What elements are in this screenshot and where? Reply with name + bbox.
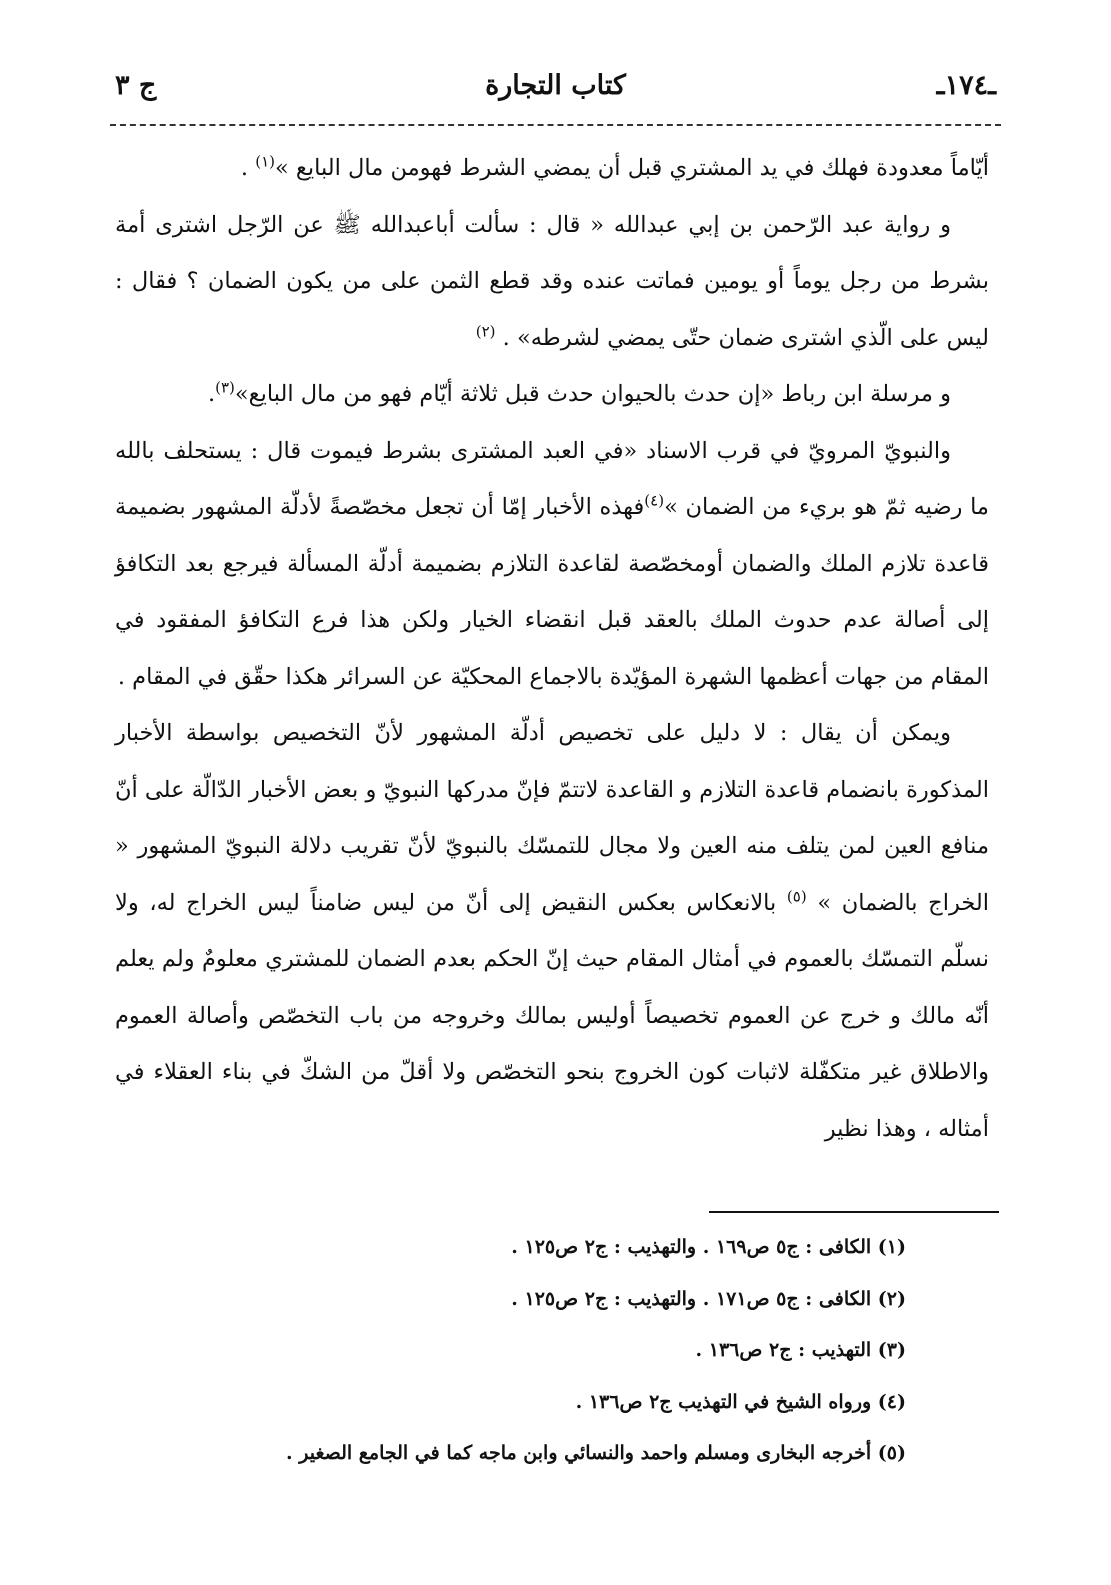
footnote-divider: [709, 1211, 999, 1213]
book-title: كتاب التجارة: [485, 69, 626, 101]
footnote-5: (٥) أخرجه البخارى ومسلم واحمد والنسائي وابن ماجه كما في الجامع الصغير .: [286, 1442, 906, 1464]
main-text: [115, 140, 989, 1157]
footnote-ref: (١): [255, 152, 275, 171]
footnotes: [110, 1222, 906, 1480]
running-header: [115, 60, 996, 110]
footnote-4: (٤) ورواه الشيخ في التهذيب ج٢ ص١٣٦ .: [575, 1390, 906, 1413]
footnote-ref: (٥): [786, 887, 807, 905]
footnote-1: (١) الكافى : ج٥ ص١٦٩ . والتهذيب : ج٢ ص١٢٥ .: [511, 1236, 906, 1258]
footnote-2: (٢) الكافى : ج٥ ص١٧١ . والتهذيب : ج٢ ص١٢٥ .: [511, 1287, 906, 1310]
footnote-ref: (٣): [215, 378, 235, 397]
paragraph: أيّاماً معدودة فهلك في يد المشتري قبل أن يمضي الشرط فهومن مال البايع »$^{(١)}$ .: [240, 152, 989, 181]
paragraph: ويمكن أن يقال : لا دليل على تخصيص أدلّة المشهور لأنّ التخصيص بواسطة الأخبار المذكورة بانضمام قاعدة التلازم و القاعدة لاتتمّ فإنّ مدركها النبويّ و بعض الأخبار الدّالّة على أنّ منافع العين لمن يتلف منه العين ولا مجال للتمسّك بالنبويّ لأنّ تقريب دلالة النبويّ المشهور « الخراج بالضمان » $^{(٥)}$ بالانعكاس بعكس النقيض إلى أنّ من ليس ضامناً ليس الخراج له، ولا نسلّم التمسّك بالعموم في أمثال المقام حيث إنّ الحكم بعدم الضمان للمشتري معلومٌ ولم يعلم أنّه مالك و خرج عن العموم تخصيصاً أوليس بمالك وخروجه من باب التخصّص وأصالة العموم والاطلاق غير متكفّلة لاثبات كون الخروج بنحو التخصّص ولا أقلّ من الشكّ في بناء العقلاء في أمثاله ، وهذا نظير: [115, 720, 990, 1142]
volume-number: ج ٣: [115, 69, 157, 101]
paragraph: و مرسلة ابن رباط «إن حدث بالحيوان حدث قبل ثلاثة أيّام فهو من مال البايع»$^{(٣)}$.: [207, 378, 951, 407]
paragraph: والنبويّ المرويّ في قرب الاسناد «في العبد المشترى بشرط فيموت قال : يستحلف بالله ما رضيه ثمّ هو بريء من الضمان »$^{(٤)}$فهذه الأخبار إمّا أن تجعل مخصّصةً لأدلّة المشهور بضميمة قاعدة تلازم الملك والضمان أومخصّصة لقاعدة التلازم بضميمة أدلّة المسألة فيرجع بعد التكافؤ إلى أصالة عدم حدوث الملك بالعقد قبل انقضاء الخيار ولكن هذا فرع التكافؤ المفقود في المقام من جهات أعظمها الشهرة المؤيّدة بالاجماع المحكيّة عن السرائر هكذا حقّق في المقام .: [115, 437, 989, 690]
footnote-ref: (٢): [475, 322, 496, 340]
page-number: ـ١٧٤ـ: [936, 69, 996, 101]
footnote-ref: (٤): [644, 491, 665, 510]
header-divider: [110, 124, 1001, 126]
footnote-3: (٣) التهذيب : ج٢ ص١٣٦ .: [695, 1339, 906, 1361]
paragraph: و رواية عبد الرّحمن بن إبي عبدالله « قال : سألت أباعبدالله ﷺ عن الرّجل اشترى أمة بشرط من رجل يوماً أو يومين فماتت عنده وقد قطع الثمن على من يكون الضمان ؟ فقال : ليس على الّذي اشترى ضمان حتّى يمضي لشرطه» . $^{(٢)}$: [115, 211, 989, 351]
